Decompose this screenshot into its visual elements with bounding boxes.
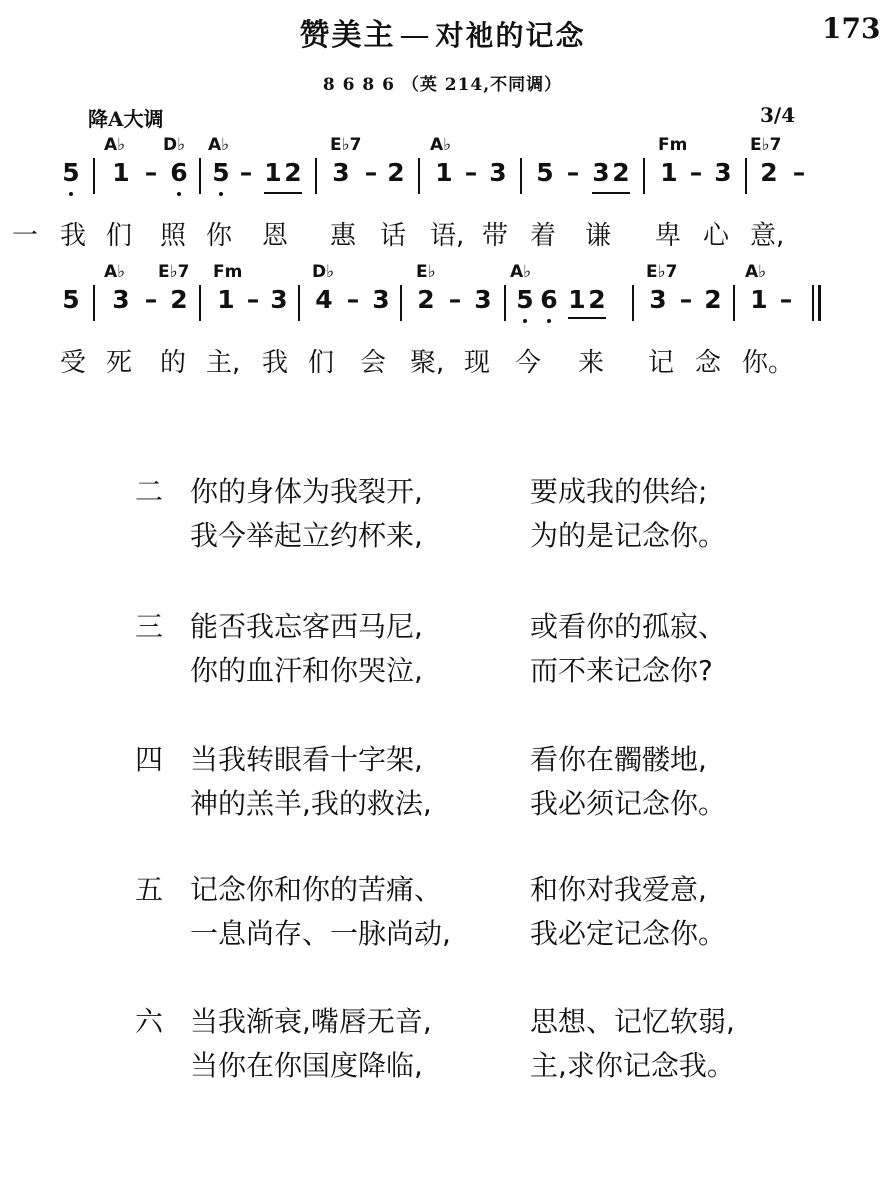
lyric: 着 <box>530 221 557 251</box>
lyric: 我 <box>262 348 289 378</box>
note: – <box>779 285 793 314</box>
lyric: 主, <box>206 348 241 378</box>
bar-line <box>93 285 95 321</box>
lyric: 惠 <box>330 221 357 251</box>
note: 2 <box>612 158 630 187</box>
title-main: 赞美主 <box>299 18 396 53</box>
note: 5 <box>516 285 534 314</box>
bar-line <box>643 158 645 194</box>
page-number: 173 <box>822 12 881 45</box>
lyric: 心 <box>703 221 730 251</box>
verse-2 <box>135 470 835 560</box>
lyric: 今 <box>515 348 542 378</box>
lyric: 你。 <box>742 348 795 378</box>
note: – <box>448 285 462 314</box>
bar-line <box>520 158 522 194</box>
bar-line <box>199 158 201 194</box>
lyric: 一 <box>12 221 39 251</box>
note: 1 <box>264 158 282 187</box>
verse-line: 神的羔羊,我的救法, <box>190 787 432 820</box>
chord: Fm <box>213 262 243 282</box>
title-sub: 对祂的记念 <box>435 19 586 52</box>
verse-line: 记念你和你的苦痛、 <box>190 873 443 906</box>
low-octave-dot <box>219 192 223 196</box>
verse-5 <box>135 868 835 958</box>
bar-line <box>504 285 506 321</box>
lyric: 谦 <box>585 221 612 251</box>
note: – <box>246 285 260 314</box>
low-octave-dot <box>177 192 181 196</box>
note: 3 <box>270 285 288 314</box>
bar-line <box>418 158 420 194</box>
verse-6 <box>135 1000 835 1090</box>
lyric: 会 <box>360 348 387 378</box>
bar-line <box>315 158 317 194</box>
verse-line: 思想、记忆软弱, <box>530 1005 735 1038</box>
note: – <box>364 158 378 187</box>
title-dash: — <box>399 18 432 53</box>
note: – <box>346 285 360 314</box>
note: 2 <box>760 158 778 187</box>
lyric: 照 <box>160 221 187 251</box>
lyric: 你 <box>206 221 233 251</box>
note: 2 <box>588 285 606 314</box>
verse-line: 主,求你记念我。 <box>530 1049 735 1082</box>
score-line-2 <box>60 285 830 325</box>
chord: A♭ <box>104 135 126 155</box>
bar-line <box>93 158 95 194</box>
lyric: 聚, <box>410 348 445 378</box>
note: 1 <box>750 285 768 314</box>
lyric: 受 <box>60 348 87 378</box>
verse-line: 当我转眼看十字架, <box>190 743 423 776</box>
lyric-line-2 <box>0 342 885 382</box>
verse-3 <box>135 605 835 695</box>
beam <box>568 317 606 319</box>
note: 3 <box>112 285 130 314</box>
score-line-1 <box>60 158 830 198</box>
note: 3 <box>714 158 732 187</box>
note: 1 <box>217 285 235 314</box>
note: 2 <box>704 285 722 314</box>
note: 2 <box>170 285 188 314</box>
verse-line: 我必定记念你。 <box>530 917 727 950</box>
verse-line: 当我渐衰,嘴唇无音, <box>190 1005 432 1038</box>
verse-number: 二 <box>135 475 164 508</box>
lyric: 念 <box>695 348 722 378</box>
note: – <box>679 285 693 314</box>
note: – <box>239 158 253 187</box>
bar-line <box>733 285 735 321</box>
verse-number: 五 <box>135 873 164 906</box>
note: 2 <box>284 158 302 187</box>
note: 1 <box>112 158 130 187</box>
note: 3 <box>649 285 667 314</box>
chord: A♭ <box>208 135 230 155</box>
verse-line: 我今举起立约杯来, <box>190 519 423 552</box>
lyric: 意, <box>750 221 785 251</box>
verse-line: 你的血汗和你哭泣, <box>190 654 423 687</box>
note: 5 <box>536 158 554 187</box>
final-bar-line <box>812 285 814 321</box>
note: 5 <box>212 158 230 187</box>
chord: D♭ <box>163 135 186 155</box>
note: 6 <box>540 285 558 314</box>
verse-line: 或看你的孤寂、 <box>530 610 727 643</box>
chord: E♭7 <box>330 135 362 155</box>
bar-line <box>745 158 747 194</box>
low-octave-dot <box>547 319 551 323</box>
chord: E♭7 <box>750 135 782 155</box>
lyric: 们 <box>308 348 335 378</box>
note: 3 <box>489 158 507 187</box>
meter-info: 8 6 8 6 （英 214,不同调） <box>322 75 563 95</box>
low-octave-dot <box>69 192 73 196</box>
note: 3 <box>332 158 350 187</box>
note: 3 <box>474 285 492 314</box>
note: 3 <box>372 285 390 314</box>
lyric: 们 <box>106 221 133 251</box>
note: 5 <box>62 158 80 187</box>
verse-line: 而不来记念你? <box>530 654 713 687</box>
note: 2 <box>387 158 405 187</box>
note: – <box>144 285 158 314</box>
note: – <box>689 158 703 187</box>
lyric: 记 <box>648 348 675 378</box>
note: – <box>464 158 478 187</box>
beam <box>592 192 630 194</box>
verse-number: 六 <box>135 1005 164 1038</box>
note: – <box>566 158 580 187</box>
low-octave-dot <box>523 319 527 323</box>
lyric-line-1 <box>0 215 885 255</box>
chord: A♭ <box>104 262 126 282</box>
chord: E♭7 <box>646 262 678 282</box>
note: – <box>792 158 806 187</box>
verse-line: 你的身体为我裂开, <box>190 475 423 508</box>
verse-4 <box>135 738 835 828</box>
lyric: 来 <box>578 348 605 378</box>
lyric: 现 <box>464 348 491 378</box>
verse-line: 和你对我爱意, <box>530 873 707 906</box>
verse-line: 我必须记念你。 <box>530 787 727 820</box>
verse-line: 看你在髑髅地, <box>530 743 707 776</box>
bar-line <box>298 285 300 321</box>
note: – <box>144 158 158 187</box>
note: 1 <box>435 158 453 187</box>
chord: E♭7 <box>158 262 190 282</box>
beam <box>264 192 302 194</box>
lyric: 恩 <box>262 221 289 251</box>
lyric: 话 <box>380 221 407 251</box>
bar-line <box>199 285 201 321</box>
bar-line <box>400 285 402 321</box>
key-signature: 降A大调 <box>88 107 164 131</box>
verse-line: 为的是记念你。 <box>530 519 727 552</box>
lyric: 死 <box>106 348 133 378</box>
lyric: 卑 <box>655 221 682 251</box>
note: 6 <box>170 158 188 187</box>
note: 5 <box>62 285 80 314</box>
lyric: 我 <box>60 221 87 251</box>
song-title <box>0 10 885 54</box>
time-signature: 3/4 <box>760 103 796 127</box>
verse-number: 四 <box>135 743 164 776</box>
chord: A♭ <box>510 262 532 282</box>
lyric: 带 <box>482 221 509 251</box>
verse-line: 当你在你国度降临, <box>190 1049 423 1082</box>
note: 2 <box>417 285 435 314</box>
note: 1 <box>568 285 586 314</box>
final-bar-line <box>818 285 821 321</box>
bar-line <box>632 285 634 321</box>
chord: A♭ <box>430 135 452 155</box>
lyric: 的 <box>160 348 187 378</box>
chord: A♭ <box>745 262 767 282</box>
note: 1 <box>660 158 678 187</box>
verse-line: 能否我忘客西马尼, <box>190 610 423 643</box>
chord: Fm <box>658 135 688 155</box>
chord: D♭ <box>312 262 335 282</box>
verse-line: 一息尚存、一脉尚动, <box>190 917 451 950</box>
verse-line: 要成我的供给; <box>530 475 708 508</box>
chord: E♭ <box>416 262 436 282</box>
verse-number: 三 <box>135 610 164 643</box>
lyric: 语, <box>430 221 465 251</box>
note: 3 <box>592 158 610 187</box>
note: 4 <box>315 285 333 314</box>
